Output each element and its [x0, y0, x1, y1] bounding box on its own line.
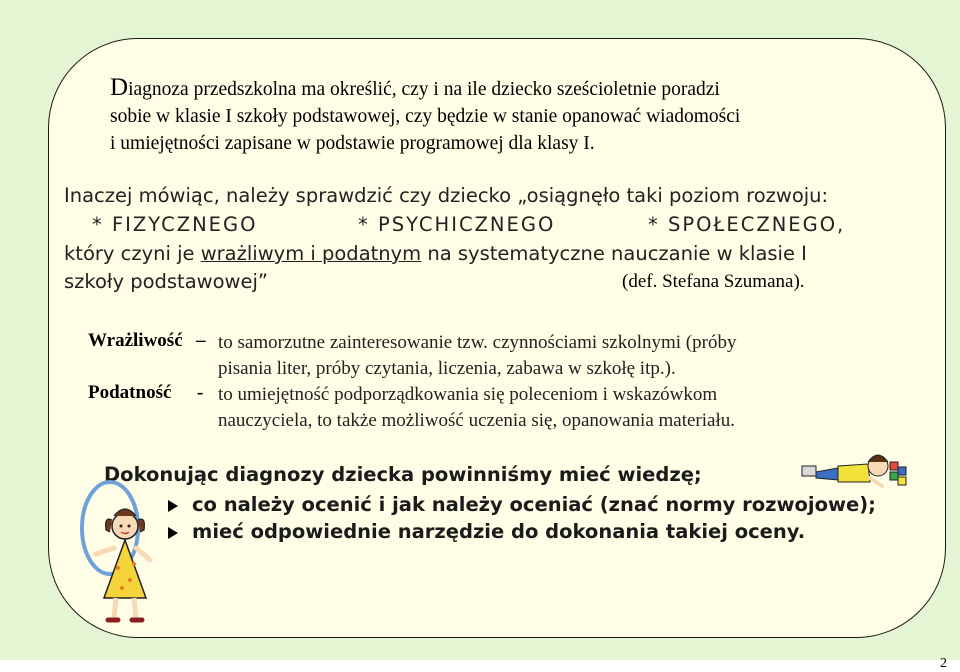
term-sensitivity-dash: – — [196, 330, 206, 351]
term-susceptibility-definition: to umiejętność podporządkowania się poleceniom i wskazówkom nauczyciela, to także możliwość uczenia się, opanowania materiału. — [218, 384, 735, 431]
term-susceptibility: Podatność — [88, 382, 172, 403]
drop-letter: D — [110, 74, 129, 101]
intro-line-2: sobie w klasie I szkoły podstawowej, czy będzie w stanie opanować wiadomości — [110, 106, 741, 127]
boy-with-blocks-illustration — [798, 448, 908, 496]
intro-line-1: Diagnoza przedszkolna ma określić, czy i na ile dziecko sześcioletnie poradzi — [110, 74, 720, 101]
definition-citation: (def. Stefana Szumana). — [622, 271, 805, 292]
summary-bullet-2: mieć odpowiednie narzędzie do dokonania takiej oceny. — [168, 520, 805, 543]
definition-line-4: szkoły podstawowej” — [64, 270, 268, 293]
girl-with-hoop-illustration — [70, 468, 170, 628]
page-number: 2 — [940, 656, 947, 671]
summary-title: Dokonując diagnozy dziecka powinniśmy mieć wiedzę; — [104, 463, 702, 486]
development-area-psychological: * PSYCHICZNEGO — [358, 213, 556, 236]
term-sensitivity-definition: to samorzutne zainteresowanie tzw. czynnościami szkolnymi (próby pisania liter, próby czytania, liczenia, zabawa w szkołę itp.). — [218, 332, 737, 379]
development-area-physical: * FIZYCZNEGO — [92, 213, 258, 236]
definition-line-3: który czyni je wrażliwym i podatnym na systematyczne nauczanie w klasie I — [64, 242, 807, 265]
term-susceptibility-dash: - — [197, 382, 204, 403]
term-sensitivity: Wrażliwość — [88, 330, 183, 351]
definition-line-1: Inaczej mówiąc, należy sprawdzić czy dziecko „osiągnęło taki poziom rozwoju: — [64, 184, 829, 207]
development-area-social: * SPOŁECZNEGO, — [648, 213, 846, 236]
summary-bullet-1: co należy ocenić i jak należy oceniać (znać normy rozwojowe); — [168, 493, 876, 516]
intro-line-3: i umiejętności zapisane w podstawie programowej dla klasy I. — [110, 133, 595, 154]
intro-paragraph — [110, 74, 870, 157]
underlined-phrase: wrażliwym i podatnym — [200, 242, 422, 265]
